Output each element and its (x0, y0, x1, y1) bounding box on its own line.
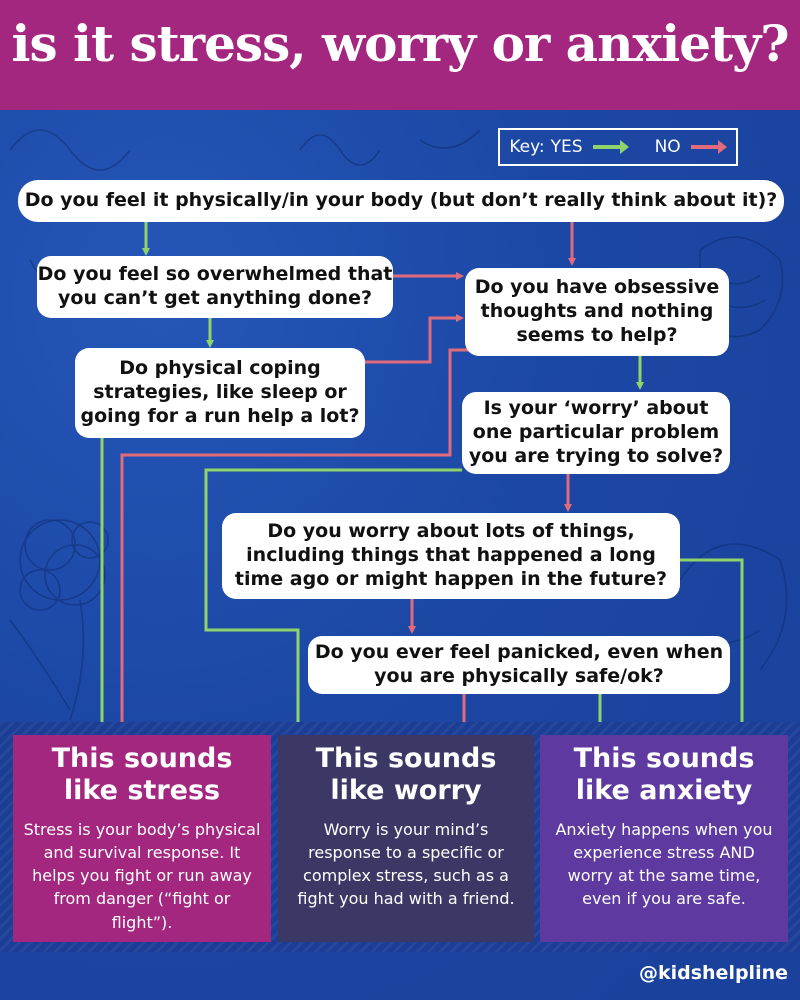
result-worry (278, 735, 534, 942)
key-yes-label: YES (550, 137, 583, 157)
result-worry-body: Worry is your mind’s response to a specific or complex stress, such as a fight you had with a friend. (297, 819, 515, 909)
question-particular-problem: Is your ‘worry’ about one particular problem you are trying to solve? (462, 392, 730, 474)
question-feel-panicked: Do you ever feel panicked, even when you are physically safe/ok? (308, 636, 730, 694)
key-label: Key: (509, 137, 545, 157)
question-overwhelmed: Do you feel so overwhelmed that you can’t get anything done? (37, 256, 393, 318)
result-stress-heading: This sounds like stress (51, 743, 233, 807)
title-banner (0, 0, 800, 110)
result-stress-body: Stress is your body’s physical and survival response. It helps you fight or run away from danger (“fight or flight”). (23, 819, 261, 932)
no-arrow-icon (691, 145, 721, 149)
question-physical-coping: Do physical coping strategies, like sleep or going for a run help a lot? (75, 348, 365, 438)
page-title: is it stress, worry or anxiety? (11, 14, 789, 73)
question-worry-lots: Do you worry about lots of things, including things that happened a long time ago or might happen in the future? (222, 513, 680, 599)
question-feel-physically: Do you feel it physically/in your body (but don’t really think about it)? (18, 180, 784, 222)
result-worry-heading: This sounds like worry (315, 743, 497, 807)
social-handle: @kidshelpline (638, 962, 788, 984)
result-anxiety-heading: This sounds like anxiety (573, 743, 755, 807)
question-obsessive-thoughts: Do you have obsessive thoughts and nothing seems to help? (465, 268, 729, 356)
legend-key (498, 128, 738, 166)
result-stress (13, 735, 271, 942)
result-anxiety-body: Anxiety happens when you experience stress AND worry at the same time, even if you are safe. (555, 819, 773, 909)
key-no-label: NO (654, 137, 681, 157)
result-anxiety (540, 735, 788, 942)
yes-arrow-icon (593, 145, 623, 149)
